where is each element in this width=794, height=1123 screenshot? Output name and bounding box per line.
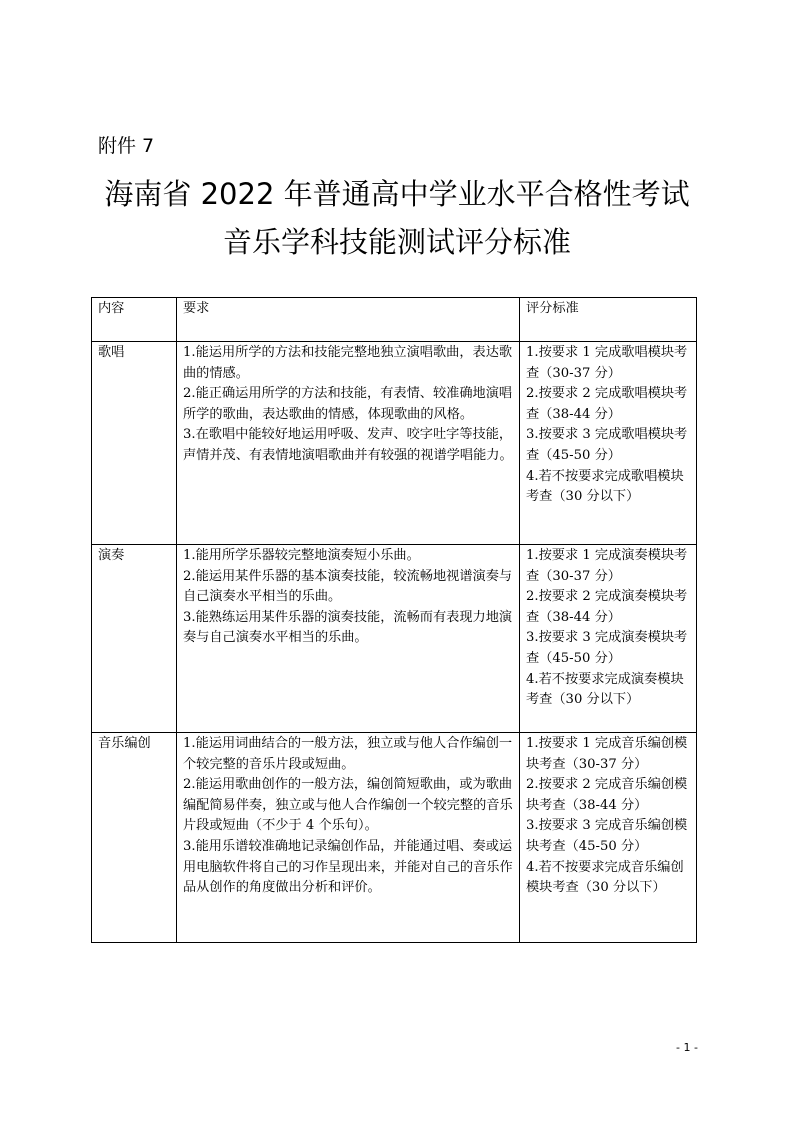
standard-item: 3.按要求 3 完成演奏模块考查（45-50 分） xyxy=(526,630,688,666)
standard-item: 3.按要求 3 完成歌唱模块考查（45-50 分） xyxy=(526,427,688,463)
attachment-label: 附件 7 xyxy=(98,135,155,157)
standard-item: 2.按要求 2 完成音乐编创模块考查（38-44 分） xyxy=(526,777,688,813)
requirement-item: 3.能用乐谱较准确地记录编创作品，并能通过唱、奏或运用电脑软件将自己的习作呈现出来，并能对自己的音乐作品从创作的角度做出分析和评价。 xyxy=(183,838,513,896)
page-number: - 1 - xyxy=(676,1041,698,1054)
standard-item: 3.按要求 3 完成音乐编创模块考查（45-50 分） xyxy=(526,818,688,854)
standards-cell xyxy=(520,545,697,733)
table-row-composition xyxy=(92,733,697,943)
requirement-item: 2.能运用歌曲创作的一般方法，编创简短歌曲，或为歌曲编配简易伴奏，独立或与他人合作编创一个较完整的音乐片段或短曲（不少于 4 个乐句）。 xyxy=(183,777,513,834)
requirement-item: 1.能用所学乐器较完整地演奏短小乐曲。 xyxy=(183,548,420,563)
requirement-item: 2.能运用某件乐器的基本演奏技能，较流畅地视谱演奏与自己演奏水平相当的乐曲。 xyxy=(183,568,513,605)
scoring-standard-table xyxy=(91,297,697,943)
table-header-row xyxy=(92,298,697,342)
category-cell: 歌唱 xyxy=(92,342,177,545)
requirement-item: 1.能运用所学的方法和技能完整地独立演唱歌曲，表达歌曲的情感。 xyxy=(183,345,513,381)
requirement-item: 2.能正确运用所学的方法和技能，有表情、较准确地演唱所学的歌曲，表达歌曲的情感，体现歌曲的风格。 xyxy=(183,386,513,422)
standard-item: 4.若不按要求完成音乐编创模块考查（30 分以下） xyxy=(526,859,684,896)
category-cell: 演奏 xyxy=(92,545,177,733)
column-header-content: 内容 xyxy=(92,298,177,342)
requirement-item: 3.能熟练运用某件乐器的演奏技能，流畅而有表现力地演奏与自己演奏水平相当的乐曲。 xyxy=(183,609,513,646)
document-subtitle: 音乐学科技能测试评分标准 xyxy=(222,225,571,259)
requirements-cell xyxy=(177,342,520,545)
standards-cell xyxy=(520,342,697,545)
requirements-cell xyxy=(177,545,520,733)
column-header-requirements: 要求 xyxy=(177,298,520,342)
standard-item: 1.按要求 1 完成音乐编创模块考查（30-37 分） xyxy=(526,736,688,772)
requirements-cell xyxy=(177,733,520,943)
standard-item: 1.按要求 1 完成演奏模块考查（30-37 分） xyxy=(526,548,688,584)
column-header-standards: 评分标准 xyxy=(520,298,697,342)
standard-item: 4.若不按要求完成歌唱模块考查（30 分以下） xyxy=(526,468,684,505)
standard-item: 2.按要求 2 完成歌唱模块考查（38-44 分） xyxy=(526,386,688,422)
requirement-item: 1.能运用词曲结合的一般方法，独立或与他人合作编创一个较完整的音乐片段或短曲。 xyxy=(183,736,513,772)
standard-item: 2.按要求 2 完成演奏模块考查（38-44 分） xyxy=(526,589,688,625)
table-row-singing xyxy=(92,342,697,545)
standard-item: 1.按要求 1 完成歌唱模块考查（30-37 分） xyxy=(526,345,688,381)
standards-cell xyxy=(520,733,697,943)
document-title: 海南省 2022 年普通高中学业水平合格性考试 xyxy=(104,177,690,211)
standard-item: 4.若不按要求完成演奏模块考查（30 分以下） xyxy=(526,671,684,708)
category-cell: 音乐编创 xyxy=(92,733,177,943)
requirement-item: 3.在歌唱中能较好地运用呼吸、发声、咬字吐字等技能，声情并茂、有表情地演唱歌曲并有较强的视谱学唱能力。 xyxy=(183,427,513,463)
table-row-performance xyxy=(92,545,697,733)
